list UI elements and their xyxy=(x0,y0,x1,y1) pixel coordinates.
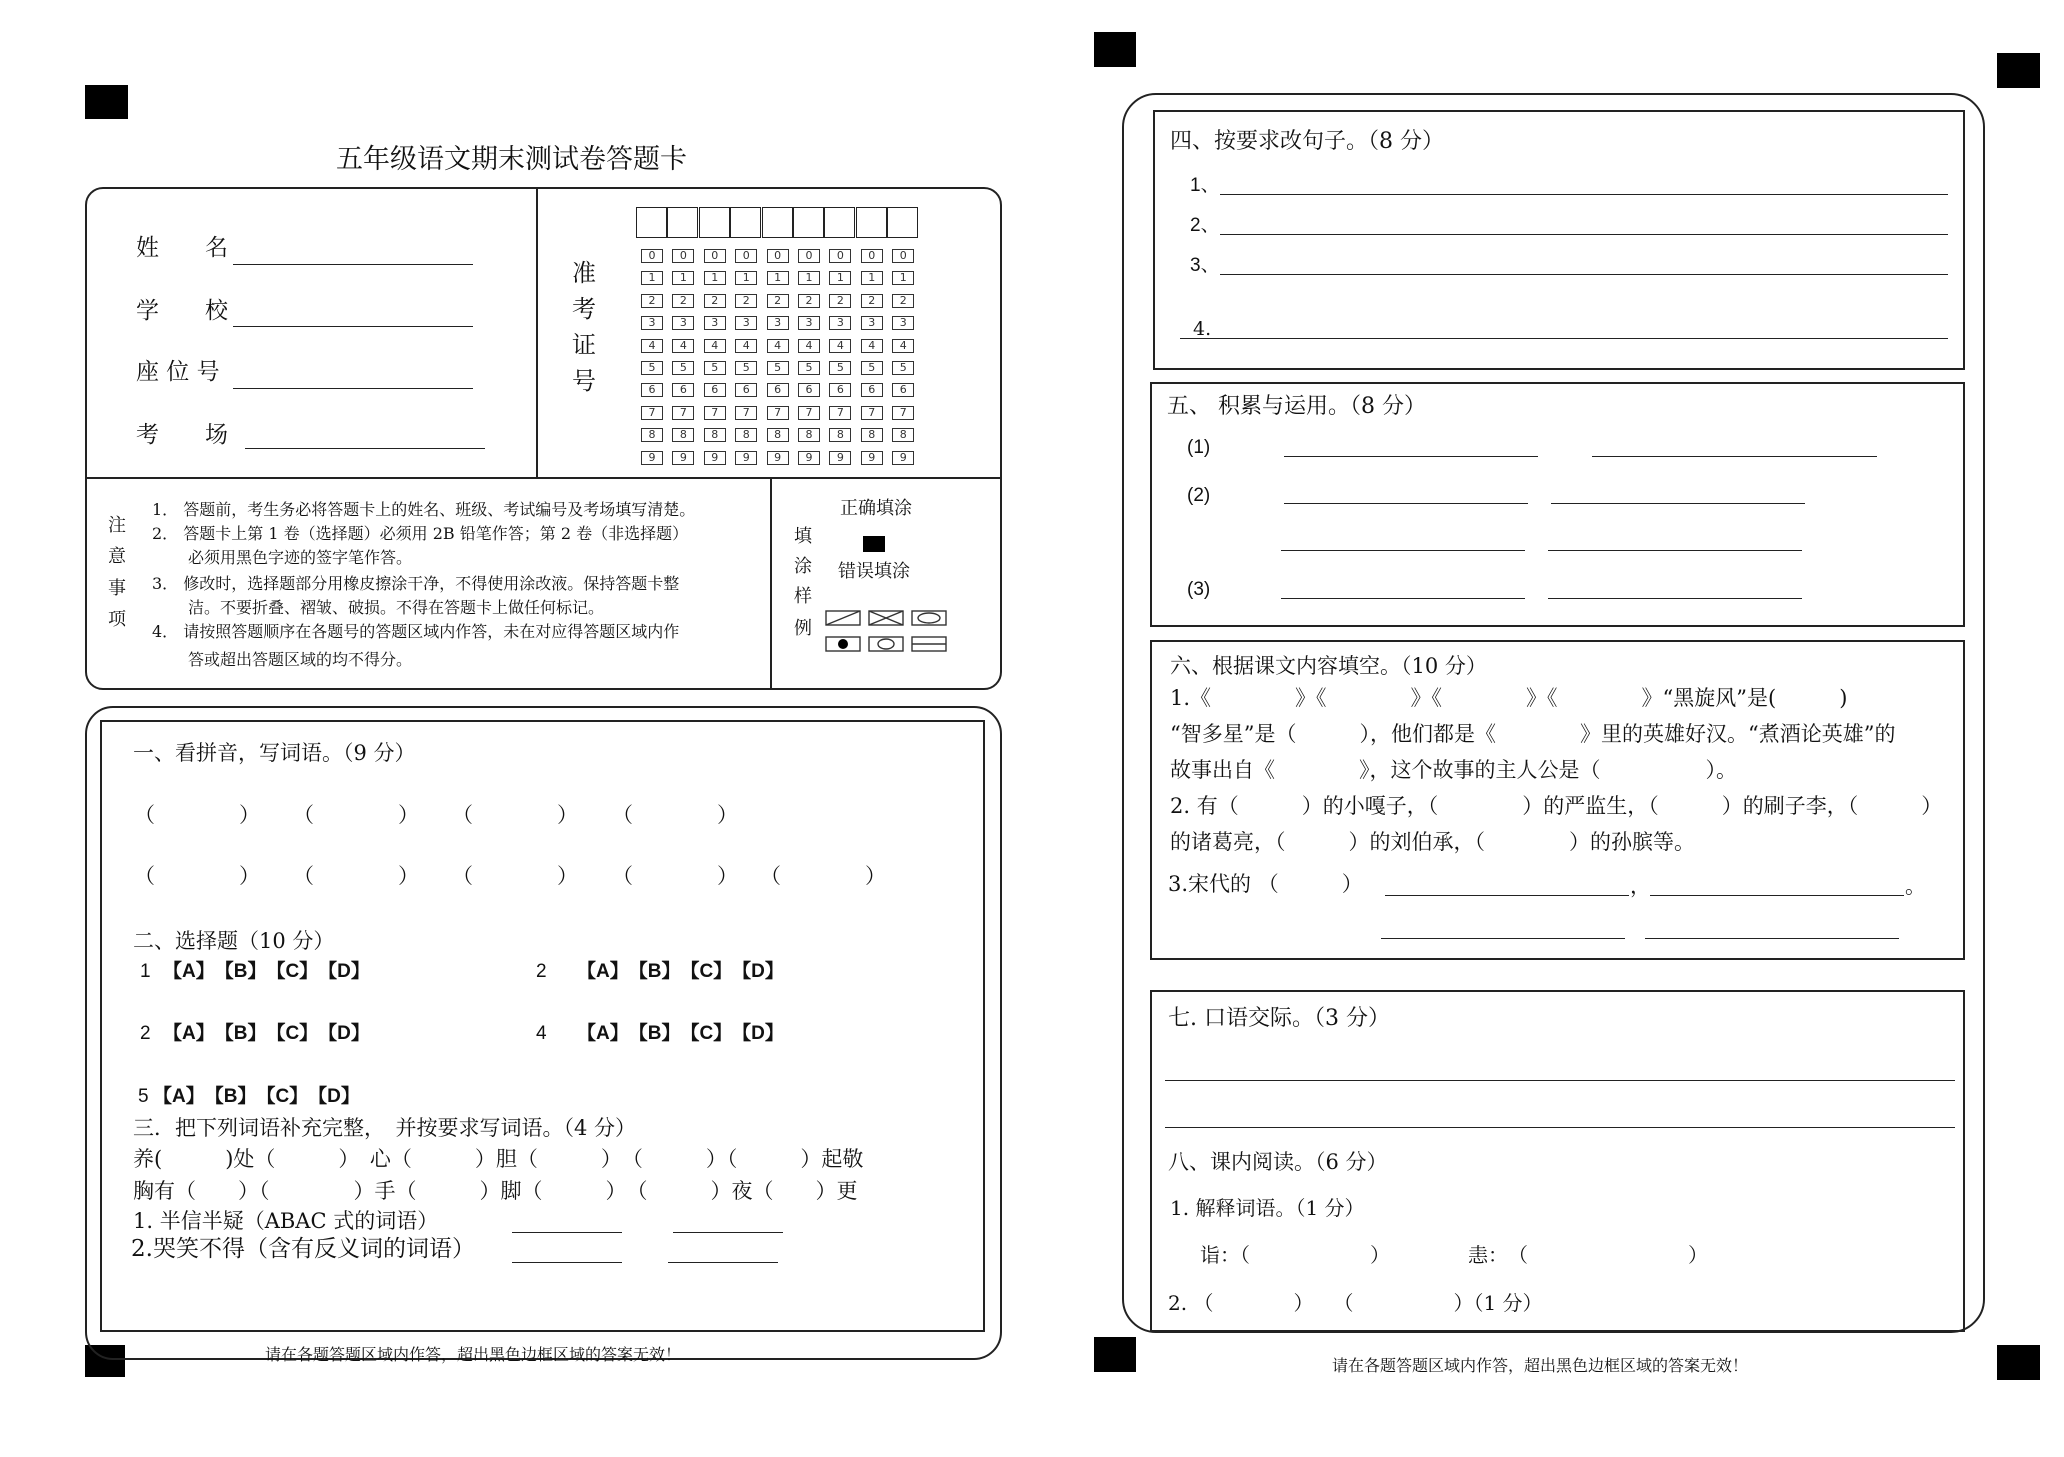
exam-id-bubble[interactable]: 2 xyxy=(767,294,789,308)
exam-id-bubble[interactable]: 5 xyxy=(767,361,789,375)
exam-id-bubble[interactable]: 5 xyxy=(672,361,694,375)
q1-paren-8[interactable]: （ ） xyxy=(612,864,738,888)
exam-id-bubble[interactable]: 9 xyxy=(861,451,883,465)
exam-id-bubble[interactable]: 0 xyxy=(735,249,757,263)
exam-id-bubble[interactable]: 4 xyxy=(861,339,883,353)
q1-paren-9[interactable]: （ ） xyxy=(760,864,886,888)
exam-id-bubble[interactable]: 0 xyxy=(798,249,820,263)
q1-title: 一、看拼音，写词语。（9 分） xyxy=(133,741,416,765)
exam-id-bubble[interactable]: 7 xyxy=(767,406,789,420)
exam-id-bubble[interactable]: 6 xyxy=(861,383,883,397)
notice-item-2b: 必须用黑色字迹的签字笔作答。 xyxy=(188,548,413,567)
q2-row-4-options[interactable]: 【A】 【B】 【C】 【D】 xyxy=(577,1023,784,1044)
q5-num-1: (1) xyxy=(1187,437,1211,458)
exam-id-bubble[interactable]: 6 xyxy=(829,383,851,397)
q8-title: 八、课内阅读。（6 分） xyxy=(1168,1150,1388,1174)
exam-id-bubble[interactable]: 4 xyxy=(892,339,914,353)
info-school-line[interactable] xyxy=(233,326,473,327)
exam-id-bubble[interactable]: 2 xyxy=(641,294,663,308)
q3-answer-line-1a[interactable] xyxy=(512,1232,622,1233)
exam-id-bubble[interactable]: 8 xyxy=(767,428,789,442)
q3-line-4: 2.哭笑不得（含有反义词的词语） xyxy=(131,1236,475,1262)
exam-id-bubble[interactable]: 6 xyxy=(672,383,694,397)
exam-id-digit-cell[interactable] xyxy=(856,207,887,238)
right-footer-note: 请在各题答题区域内作答，超出黑色边框区域的答案无效！ xyxy=(1332,1356,1749,1375)
q2-row-3-num: 2 xyxy=(140,1023,151,1044)
q3-answer-line-2b[interactable] xyxy=(668,1262,778,1263)
q4-answer-line-3[interactable] xyxy=(1220,274,1948,275)
q6-period: 。 xyxy=(1905,874,1926,898)
exam-id-bubble[interactable]: 9 xyxy=(892,451,914,465)
q6-comma: ， xyxy=(1630,874,1651,898)
q8-line-2b[interactable]: 恚： （ ） xyxy=(1468,1243,1708,1267)
q5-line-2a[interactable] xyxy=(1284,503,1528,504)
exam-id-bubble[interactable]: 9 xyxy=(829,451,851,465)
registration-mark-bottom-right xyxy=(1997,1345,2040,1380)
q5-line-1b[interactable] xyxy=(1592,456,1877,457)
exam-id-bubble[interactable]: 1 xyxy=(641,271,663,285)
exam-id-bubble[interactable]: 1 xyxy=(704,271,726,285)
wrong-fill-marks-icon xyxy=(824,607,950,657)
exam-id-bubble[interactable]: 4 xyxy=(798,339,820,353)
info-name-label: 姓 名 xyxy=(136,235,228,261)
exam-id-digit-cell[interactable] xyxy=(730,207,761,238)
q4-answer-line-1[interactable] xyxy=(1220,194,1948,195)
exam-id-bubble[interactable]: 7 xyxy=(829,406,851,420)
exam-id-bubble[interactable]: 7 xyxy=(892,406,914,420)
q4-answer-line-2[interactable] xyxy=(1220,234,1948,235)
exam-id-bubble[interactable]: 3 xyxy=(829,316,851,330)
notice-item-4b: 答或超出答题区域的均不得分。 xyxy=(188,650,413,669)
exam-id-digit-cell[interactable] xyxy=(887,207,918,238)
exam-id-bubble[interactable]: 8 xyxy=(641,428,663,442)
exam-id-digit-cell[interactable] xyxy=(793,207,824,238)
exam-id-bubble[interactable]: 2 xyxy=(892,294,914,308)
exam-id-label-1: 考 xyxy=(572,295,596,323)
exam-id-bubble[interactable]: 1 xyxy=(735,271,757,285)
exam-id-bubble[interactable]: 5 xyxy=(829,361,851,375)
q6-answer-line-1a[interactable] xyxy=(1385,895,1629,896)
q7-answer-line-1[interactable] xyxy=(1165,1080,1955,1081)
exam-id-digit-cell[interactable] xyxy=(762,207,793,238)
left-footer-note: 请在各题答题区域内作答，超出黑色边框区域的答案无效！ xyxy=(265,1345,682,1364)
exam-id-bubble[interactable]: 9 xyxy=(798,451,820,465)
q8-line-3[interactable]: 2. （ ） （ ）（1 分） xyxy=(1168,1291,1543,1315)
q7-title: 七. 口语交际。（3 分） xyxy=(1168,1006,1390,1031)
exam-id-bubble[interactable]: 0 xyxy=(704,249,726,263)
exam-id-bubble[interactable]: 3 xyxy=(798,316,820,330)
exam-id-bubble[interactable]: 5 xyxy=(641,361,663,375)
notice-label-3: 项 xyxy=(108,609,126,630)
exam-id-bubble[interactable]: 0 xyxy=(892,249,914,263)
correct-fill-mark-icon xyxy=(863,536,885,552)
q1-paren-6[interactable]: （ ） xyxy=(293,864,419,888)
exam-id-bubble[interactable]: 7 xyxy=(704,406,726,420)
exam-id-bubble[interactable]: 7 xyxy=(735,406,757,420)
exam-id-bubble[interactable]: 4 xyxy=(704,339,726,353)
q4-num-3: 3、 xyxy=(1190,255,1220,276)
q5-line-1a[interactable] xyxy=(1284,456,1538,457)
q6-line-6[interactable]: 3.宋代的 （ ） xyxy=(1168,872,1363,896)
notice-label-2: 事 xyxy=(108,578,126,599)
q7-answer-line-2[interactable] xyxy=(1165,1127,1955,1128)
exam-id-bubble[interactable]: 5 xyxy=(704,361,726,375)
exam-id-bubble[interactable]: 2 xyxy=(829,294,851,308)
fill-sample-label-1: 涂 xyxy=(794,556,812,577)
exam-id-digit-cell[interactable] xyxy=(667,207,698,238)
exam-id-bubble[interactable]: 7 xyxy=(672,406,694,420)
exam-id-bubble[interactable]: 2 xyxy=(861,294,883,308)
q1-paren-7[interactable]: （ ） xyxy=(452,864,578,888)
exam-id-bubble[interactable]: 0 xyxy=(829,249,851,263)
q3-answer-line-1b[interactable] xyxy=(673,1232,783,1233)
exam-id-bubble[interactable]: 5 xyxy=(861,361,883,375)
exam-id-bubble[interactable]: 6 xyxy=(704,383,726,397)
exam-id-bubble[interactable]: 1 xyxy=(767,271,789,285)
exam-id-bubble[interactable]: 6 xyxy=(892,383,914,397)
exam-id-bubble[interactable]: 6 xyxy=(641,383,663,397)
notice-divider-v xyxy=(770,477,772,690)
notice-item-2: 2． 答题卡上第 1 卷（选择题）必须用 2B 铅笔作答；第 2 卷（非选择题） xyxy=(152,524,689,543)
q6-answer-line-2b[interactable] xyxy=(1645,938,1899,939)
q2-row-5-num: 5 xyxy=(138,1086,149,1107)
exam-id-bubble[interactable]: 1 xyxy=(861,271,883,285)
exam-id-bubble[interactable]: 8 xyxy=(798,428,820,442)
exam-id-bubble[interactable]: 2 xyxy=(798,294,820,308)
exam-id-bubble[interactable]: 3 xyxy=(861,316,883,330)
exam-id-bubble[interactable]: 9 xyxy=(672,451,694,465)
q2-row-2-num: 2 xyxy=(536,961,547,982)
q2-row-1-options[interactable]: 【A】 【B】 【C】 【D】 xyxy=(163,961,370,982)
exam-id-bubble[interactable]: 6 xyxy=(798,383,820,397)
registration-mark-bottom-center xyxy=(1094,1337,1136,1372)
q2-row-5-options[interactable]: 【A】 【B】 【C】 【D】 xyxy=(153,1086,360,1107)
exam-id-label-0: 准 xyxy=(572,259,596,287)
notice-item-1: 1． 答题前，考生务必将答题卡上的姓名、班级、考试编号及考场填写清楚。 xyxy=(152,500,696,519)
exam-id-bubble[interactable]: 3 xyxy=(704,316,726,330)
exam-id-bubble[interactable]: 3 xyxy=(892,316,914,330)
exam-id-bubble[interactable]: 4 xyxy=(829,339,851,353)
q1-paren-3[interactable]: （ ） xyxy=(452,803,578,827)
q1-paren-5[interactable]: （ ） xyxy=(134,864,260,888)
q1-paren-2[interactable]: （ ） xyxy=(293,803,419,827)
notice-item-3: 3． 修改时，选择题部分用橡皮擦涂干净，不得使用涂改液。保持答题卡整 xyxy=(152,574,680,593)
exam-id-digit-cell[interactable] xyxy=(824,207,855,238)
q6-line-4[interactable]: 2. 有（ ）的小嘎子，（ ）的严监生，（ ）的刷子李，（ ） xyxy=(1170,794,1943,818)
q3-line-3: 1. 半信半疑（ABAC 式的词语） xyxy=(133,1209,439,1233)
exam-id-bubble[interactable]: 9 xyxy=(704,451,726,465)
header-divider-v xyxy=(536,187,538,477)
registration-mark-top-center xyxy=(1094,32,1136,67)
q4-num-4: 4. xyxy=(1193,318,1212,340)
q6-line-1[interactable]: 1.《 》《 》《 》《 》“黑旋风”是( ) xyxy=(1170,686,1848,710)
q4-answer-line-4[interactable] xyxy=(1180,338,1948,339)
exam-id-bubble[interactable]: 5 xyxy=(735,361,757,375)
exam-id-bubble[interactable]: 3 xyxy=(672,316,694,330)
q6-answer-line-2a[interactable] xyxy=(1381,938,1625,939)
exam-id-bubble[interactable]: 2 xyxy=(704,294,726,308)
exam-id-bubble[interactable]: 8 xyxy=(829,428,851,442)
q5-line-2b[interactable] xyxy=(1551,503,1805,504)
fill-sample-label-0: 填 xyxy=(794,526,812,547)
exam-id-bubble-grid[interactable] xyxy=(636,207,922,472)
exam-id-bubble[interactable]: 6 xyxy=(767,383,789,397)
exam-id-bubble[interactable]: 0 xyxy=(672,249,694,263)
q2-row-3-options[interactable]: 【A】 【B】 【C】 【D】 xyxy=(163,1023,370,1044)
q3-answer-line-2a[interactable] xyxy=(512,1262,622,1263)
header-divider-h xyxy=(85,477,1002,479)
q2-row-2-options[interactable]: 【A】 【B】 【C】 【D】 xyxy=(577,961,784,982)
exam-id-label-3: 号 xyxy=(572,367,596,395)
info-name-line[interactable] xyxy=(233,264,473,265)
exam-id-label-2: 证 xyxy=(572,331,596,359)
q5-line-3a[interactable] xyxy=(1281,598,1525,599)
q2-row-1-num: 1 xyxy=(140,961,151,982)
exam-id-digit-cell[interactable] xyxy=(636,207,667,238)
info-room-line[interactable] xyxy=(245,448,485,449)
exam-id-bubble[interactable]: 5 xyxy=(798,361,820,375)
exam-id-bubble[interactable]: 9 xyxy=(735,451,757,465)
exam-id-bubble[interactable]: 4 xyxy=(767,339,789,353)
q6-answer-line-1b[interactable] xyxy=(1650,895,1904,896)
exam-id-bubble[interactable]: 4 xyxy=(735,339,757,353)
q5-num-2: (2) xyxy=(1187,485,1211,506)
registration-mark-top-right xyxy=(1997,53,2040,88)
notice-item-4: 4． 请按照答题顺序在各题号的答题区域内作答，未在对应得答题区域内作 xyxy=(152,622,680,641)
q4-title: 四、按要求改句子。（8 分） xyxy=(1170,129,1444,154)
q3-title: 三．把下列词语补充完整， 并按要求写词语。（4 分） xyxy=(133,1116,637,1140)
exam-id-bubble[interactable]: 4 xyxy=(672,339,694,353)
exam-id-bubble[interactable]: 9 xyxy=(641,451,663,465)
exam-id-bubble[interactable]: 0 xyxy=(767,249,789,263)
q1-paren-4[interactable]: （ ） xyxy=(612,803,738,827)
q5-line-3b[interactable] xyxy=(1548,598,1802,599)
exam-id-bubble[interactable]: 8 xyxy=(672,428,694,442)
exam-id-bubble[interactable]: 8 xyxy=(704,428,726,442)
exam-id-bubble[interactable]: 8 xyxy=(861,428,883,442)
notice-label-0: 注 xyxy=(108,515,126,536)
exam-id-bubble[interactable]: 5 xyxy=(892,361,914,375)
q4-num-1: 1、 xyxy=(1190,175,1220,196)
info-room-label: 考 场 xyxy=(136,422,228,448)
exam-id-bubble[interactable]: 0 xyxy=(641,249,663,263)
q3-line-1[interactable]: 养( )处（ ） 心（ ）胆（ ） （ ）（ ）起敬 xyxy=(133,1147,864,1171)
exam-id-bubble[interactable]: 2 xyxy=(735,294,757,308)
notice-label-1: 意 xyxy=(108,546,126,567)
exam-id-bubble[interactable]: 2 xyxy=(672,294,694,308)
fill-sample-label-2: 样 xyxy=(794,586,812,607)
exam-id-bubble[interactable]: 1 xyxy=(829,271,851,285)
notice-item-3b: 洁。不要折叠、褶皱、破损。不得在答题卡上做任何标记。 xyxy=(188,598,605,617)
q6-line-5[interactable]: 的诸葛亮，（ ）的刘伯承，（ ）的孙膑等。 xyxy=(1170,830,1695,854)
page-title: 五年级语文期末测试卷答题卡 xyxy=(336,144,687,175)
fill-sample-label-3: 例 xyxy=(794,618,812,639)
q8-line-1: 1. 解释词语。（1 分） xyxy=(1170,1196,1365,1220)
exam-id-bubble[interactable]: 3 xyxy=(735,316,757,330)
q3-line-2[interactable]: 胸有（ ）（ ）手（ ）脚（ ） （ ）夜（ ）更 xyxy=(133,1179,858,1203)
info-school-label: 学 校 xyxy=(136,298,228,324)
q6-line-2[interactable]: “智多星”是（ ），他们都是《 》里的英雄好汉。“煮酒论英雄”的 xyxy=(1170,722,1896,746)
exam-id-bubble[interactable]: 7 xyxy=(861,406,883,420)
exam-id-bubble[interactable]: 1 xyxy=(798,271,820,285)
q8-line-2a[interactable]: 诣：（ ） xyxy=(1200,1243,1390,1267)
q1-paren-1[interactable]: （ ） xyxy=(134,803,260,827)
q6-title: 六、根据课文内容填空。（10 分） xyxy=(1170,654,1487,678)
exam-id-bubble[interactable]: 8 xyxy=(735,428,757,442)
exam-id-bubble[interactable]: 7 xyxy=(798,406,820,420)
exam-id-bubble[interactable]: 9 xyxy=(767,451,789,465)
exam-id-bubble[interactable]: 4 xyxy=(641,339,663,353)
exam-id-digit-cell[interactable] xyxy=(699,207,730,238)
exam-id-bubble[interactable]: 0 xyxy=(861,249,883,263)
q5-line-2d[interactable] xyxy=(1548,550,1802,551)
exam-id-bubble[interactable]: 8 xyxy=(892,428,914,442)
q4-num-2: 2、 xyxy=(1190,215,1220,236)
q5-num-3: (3) xyxy=(1187,579,1211,600)
registration-mark-top-left xyxy=(85,85,128,119)
info-seat-line[interactable] xyxy=(233,388,473,389)
exam-id-bubble[interactable]: 7 xyxy=(641,406,663,420)
q5-title: 五、 积累与运用。（8 分） xyxy=(1167,394,1426,419)
exam-id-bubble[interactable]: 3 xyxy=(767,316,789,330)
q2-title: 二、选择题（10 分） xyxy=(133,929,335,953)
fill-correct-label: 正确填涂 xyxy=(840,498,912,519)
fill-wrong-label: 错误填涂 xyxy=(838,561,910,582)
info-seat-label: 座 位 号 xyxy=(136,359,220,385)
exam-id-bubble[interactable]: 1 xyxy=(892,271,914,285)
q2-row-4-num: 4 xyxy=(536,1023,547,1044)
exam-id-bubble[interactable]: 1 xyxy=(672,271,694,285)
exam-id-bubble[interactable]: 6 xyxy=(735,383,757,397)
q5-line-2c[interactable] xyxy=(1281,550,1525,551)
exam-id-bubble[interactable]: 3 xyxy=(641,316,663,330)
q6-line-3[interactable]: 故事出自《 》，这个故事的主人公是（ ）。 xyxy=(1170,758,1737,782)
